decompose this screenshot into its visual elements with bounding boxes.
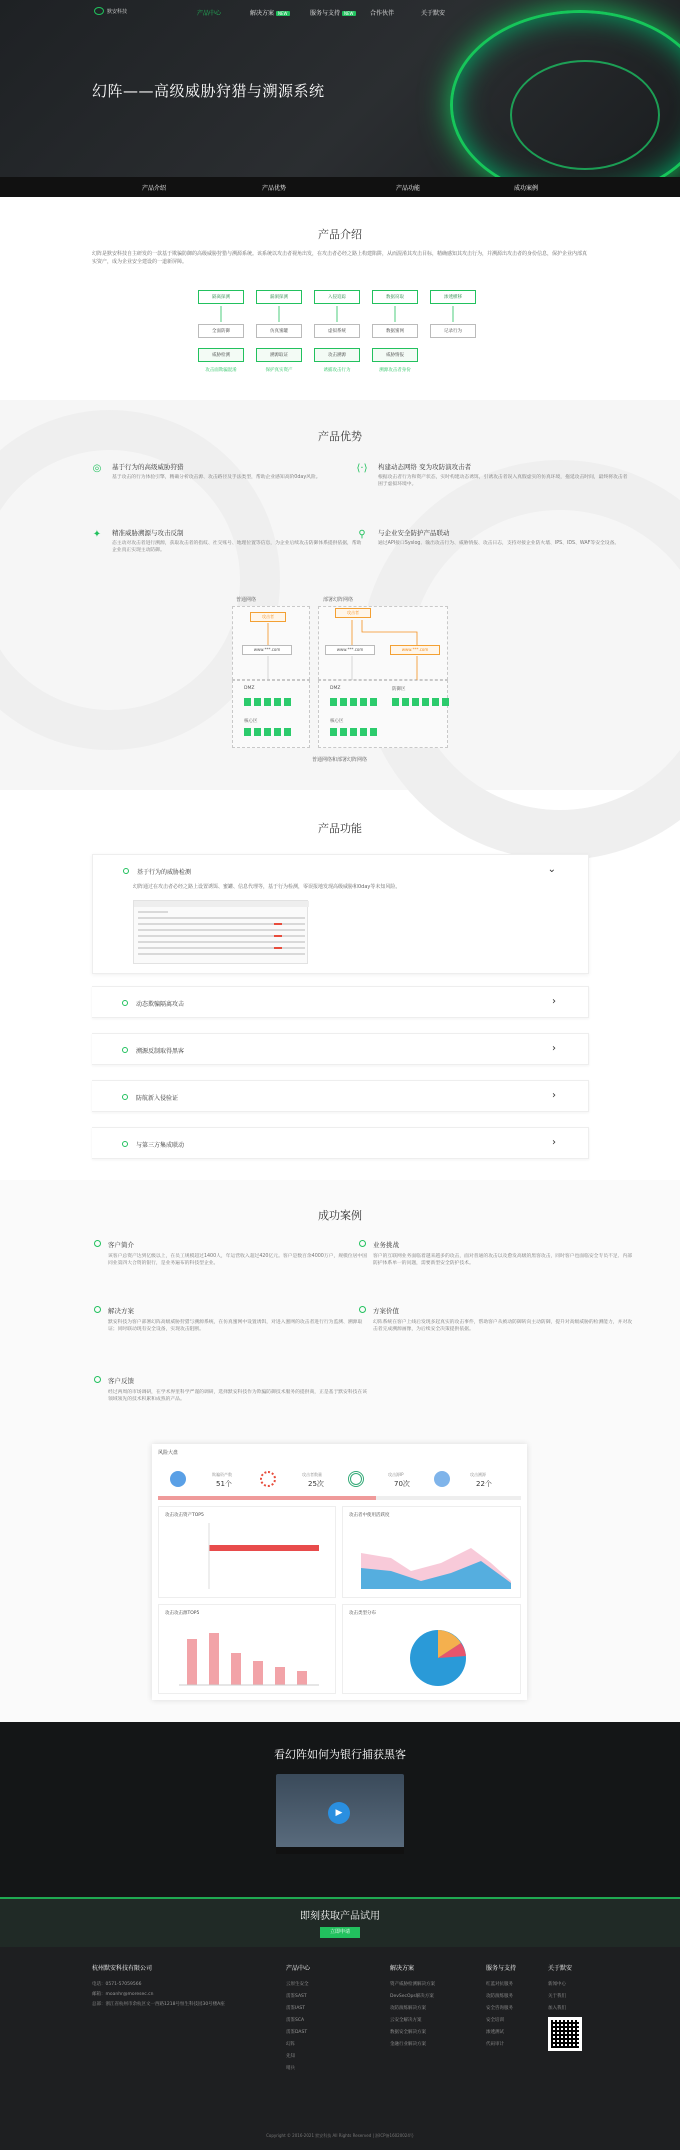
- footer-link[interactable]: 哨兵: [286, 2066, 295, 2071]
- advantage-item: [378, 462, 628, 488]
- server-icon: [360, 698, 367, 706]
- footer-link[interactable]: 加入我们: [548, 2006, 566, 2011]
- stat-label: 欺骗资产数: [212, 1472, 232, 1477]
- footer-link[interactable]: 攻防演练服务: [486, 1994, 513, 1999]
- advantage-item-text: 根据攻击者行为和资产状态，实时构建动态诱饵，引诱攻击者误入真假虚实的仿真环境，拖延攻击时间，最终将攻击者困于虚拟环境中。: [378, 475, 628, 487]
- copyright: Copyright © 2016-2021 默安科技 All Rights Reserved | 浙ICP备16020024号: [266, 2133, 414, 2138]
- function-icon: [122, 1047, 128, 1053]
- chart-panel: 攻击攻击资产TOP5: [158, 1506, 336, 1598]
- flow-outcome: 溯源攻击者身份: [379, 368, 411, 373]
- footer-link[interactable]: 雳鉴IAST: [286, 2006, 306, 2011]
- server-icon: [264, 698, 271, 706]
- advantage-item: [378, 528, 628, 547]
- chevron-right-icon[interactable]: ›: [552, 1043, 556, 1054]
- function-item[interactable]: 溯源反制取得黑客 ›: [92, 1033, 589, 1065]
- server-icon: [442, 698, 449, 706]
- flow-box: 数据蜜网: [372, 324, 418, 338]
- flow-outcome: 保护真实资产: [265, 368, 293, 373]
- footer-link[interactable]: 安全培训: [486, 2018, 504, 2023]
- flow-row-outcomes: [198, 367, 418, 373]
- flow-box: 威胁检测: [198, 348, 244, 362]
- hero-banner: [0, 0, 680, 177]
- server-icon: [254, 698, 261, 706]
- code-icon: ⟨·⟩: [356, 463, 368, 474]
- case-icon: [359, 1240, 366, 1247]
- hero-glow-ring-inner: [510, 60, 660, 170]
- top-nav: [0, 0, 680, 24]
- pie-chart: [403, 1623, 473, 1693]
- case-item: 客户反馈 经过两周的市场调研，在学术界里科学严谨的调研，选择默安科技作为欺骗防御技术服务的提供商，正是基于默安科技在该领域领先的技术积累和成熟的产品。: [108, 1376, 368, 1403]
- flow-box: 攻击溯源: [314, 348, 360, 362]
- target-icon: [348, 1471, 364, 1487]
- footer-address: 总部：浙江省杭州市余杭区文一西路1218号恒生科技园30号楼A座: [92, 2002, 225, 2007]
- footer-link[interactable]: 攻防演练解决方案: [390, 2006, 426, 2011]
- case-icon: [94, 1306, 101, 1313]
- case-item: 业务挑战 客户的互联网业务面临着越来越多的攻击，面对普通的攻击以及愈发高级的黑客攻击，同时客户也面临安全专员不足、内部防护体系单一的问题，需要新型安全防护技术。: [373, 1240, 633, 1267]
- flow-row-top: [198, 290, 476, 304]
- footer-link[interactable]: 新闻中心: [548, 1982, 566, 1987]
- logo-icon: [94, 7, 104, 15]
- new-badge: NEW: [344, 11, 354, 16]
- flow-box: 全面防御: [198, 324, 244, 338]
- product-subnav: [0, 177, 680, 197]
- server-icon: [350, 728, 357, 736]
- footer-link[interactable]: 安全咨询服务: [486, 2006, 513, 2011]
- stat-label: 攻击者数量: [302, 1472, 322, 1477]
- video-player[interactable]: [276, 1774, 404, 1854]
- target-icon: ✦: [92, 529, 102, 540]
- trial-title: 即刻获取产品试用: [300, 1911, 380, 1922]
- area-chart: [351, 1523, 517, 1595]
- footer-link[interactable]: 渗透测试: [486, 2030, 504, 2035]
- advantage-item-title: 基于行为的高级威胁狩猎: [112, 463, 184, 471]
- function-screenshot-table: [134, 901, 309, 965]
- flow-box: 入侵追踪: [314, 290, 360, 304]
- stat-label: 攻击溯源: [470, 1472, 486, 1477]
- server-icon: [340, 728, 347, 736]
- cases-title: 成功案例: [318, 1209, 362, 1222]
- footer-link[interactable]: 雳鉴DAST: [286, 2030, 308, 2035]
- functions-title: 产品功能: [318, 822, 362, 835]
- footer-email: 邮箱：moanhr@moresec.cn: [92, 1992, 154, 1997]
- dashboard-title: 风险大盘: [158, 1450, 179, 1456]
- server-icon: [370, 698, 377, 706]
- footer-link[interactable]: 关于我们: [548, 1994, 566, 1999]
- diagram-label-deployed: 部署幻阵网络: [323, 597, 354, 603]
- dashboard-screenshot: [152, 1444, 527, 1700]
- intro-title: 产品介绍: [318, 228, 362, 241]
- footer-link[interactable]: 雳鉴SAST: [286, 1994, 307, 1999]
- company-logo[interactable]: 默安科技: [94, 7, 127, 15]
- server-icon: [254, 728, 261, 736]
- stat-value: 51个: [216, 1480, 232, 1488]
- server-icon: [284, 698, 291, 706]
- server-icon: [402, 698, 409, 706]
- case-icon: [94, 1240, 101, 1247]
- advantage-item: [112, 462, 362, 481]
- flow-box: 渗透横移: [430, 290, 476, 304]
- progress-fill: [158, 1496, 376, 1500]
- footer-col-title: 关于默安: [548, 1965, 573, 1972]
- server-icon: [274, 728, 281, 736]
- footer-col-title: 服务与支持: [486, 1965, 517, 1972]
- chevron-right-icon[interactable]: ›: [552, 1090, 556, 1101]
- chevron-down-icon[interactable]: ⌄: [547, 864, 556, 875]
- server-icon: [330, 728, 337, 736]
- footer-link[interactable]: 金融行业解决方案: [390, 2042, 426, 2047]
- function-icon: [122, 1141, 128, 1147]
- nav-item-services[interactable]: 服务与支持 NEW: [310, 10, 354, 17]
- flow-arrows: [198, 306, 484, 324]
- bar-chart-horizontal: [169, 1523, 329, 1593]
- qr-pattern: [551, 2020, 579, 2048]
- core-label: 核心区: [330, 719, 344, 724]
- intro-text: 幻阵是默安科技自主研发的一款基于欺骗防御的高级威胁狩猎与溯源系统。该系统以攻击者视角出发，在攻击者必经之路上构建陷阱，从而混淆其攻击目标，精确感知其攻击行为，并溯源出攻击者的身份信息，保护企业内部真实资产，成为企业安全建设的一道新屏障。: [92, 251, 588, 265]
- video-title: 看幻阵如何为银行捕获黑客: [274, 1748, 406, 1761]
- subnav-functions[interactable]: 产品功能: [396, 185, 421, 192]
- server-icon: [360, 728, 367, 736]
- decoy-website-box: www.***.com: [390, 645, 440, 655]
- shield-icon: [170, 1471, 186, 1487]
- footer-link[interactable]: 雳鉴SCA: [286, 2018, 305, 2023]
- advantage-item-text: 通过API接口Syslog、输出攻击行为、威胁情报、攻击日志，支持对接企业防火墙、IPS、IDS、WAF等安全设备。: [378, 541, 620, 546]
- footer-link[interactable]: 云安全解决方案: [390, 2018, 422, 2023]
- radar-icon: ◎: [92, 463, 102, 474]
- qr-code-icon: [548, 2017, 582, 2051]
- bar-chart-vertical: [169, 1619, 329, 1691]
- footer-col-title: 产品中心: [286, 1965, 311, 1972]
- case-item: 解决方案 默安科技为客户部署幻阵高级威胁狩猎与溯源系统，在仿真蜜网中设置诱饵，对进入蜜网的攻击者进行行为监测、溯源取证；同时联动现有安全设备，实现攻击阻断。: [108, 1306, 368, 1333]
- chevron-right-icon[interactable]: ›: [552, 1137, 556, 1148]
- attacker-box: 攻击者: [250, 612, 286, 622]
- flow-row-bottom: [198, 348, 418, 362]
- flow-box: 仿真蜜罐: [256, 324, 302, 338]
- advantage-item-title: 构建动态网络 变为攻防演攻击者: [378, 463, 472, 471]
- server-icon: [264, 728, 271, 736]
- server-icon: [350, 698, 357, 706]
- server-icon: [330, 698, 337, 706]
- advantage-item-title: 精准威胁溯源与攻击反制: [112, 529, 184, 537]
- dmz-label: DMZ: [244, 686, 255, 691]
- footer-link[interactable]: 资产威胁检测解决方案: [390, 1982, 435, 1987]
- subnav-advantage[interactable]: 产品优势: [262, 185, 287, 192]
- footer-col-services: [486, 1981, 513, 2053]
- stat-value: 25次: [308, 1480, 324, 1488]
- nav-item-solutions[interactable]: 解决方案 NEW: [250, 10, 288, 17]
- server-icon: [392, 698, 399, 706]
- server-icon: [244, 728, 251, 736]
- chevron-right-icon[interactable]: ›: [552, 996, 556, 1007]
- case-item: 方案价值 幻阵系统在客户上线后发现多起真实的攻击事件，帮助客户从被动防御转向主动防御，提升对高级威胁的检测能力，并对攻击者完成溯源画像，为后续安全决策提供依据。: [373, 1306, 633, 1333]
- function-expanded-card[interactable]: [92, 854, 589, 974]
- decoy-zone-label: 防御区: [392, 687, 406, 692]
- footer: [0, 1947, 680, 2150]
- server-icon: [340, 698, 347, 706]
- flow-box: 溯源取证: [256, 348, 302, 362]
- advantage-item-text: 态主动对攻击者进行溯源，获取攻击者的指纹、社交账号、地理位置等信息，为企业后续攻击防御体系提供依据，帮助企业真正实现主动防御。: [112, 541, 362, 553]
- function-item[interactable]: 防航新入侵验证 ›: [92, 1080, 589, 1112]
- play-icon[interactable]: ▶: [328, 1802, 350, 1824]
- server-icon: [422, 698, 429, 706]
- function-item[interactable]: 动态欺骗隔离攻击 ›: [92, 986, 589, 1018]
- function-icon: [122, 1000, 128, 1006]
- trial-section: [0, 1897, 680, 1947]
- progress-track: [158, 1496, 521, 1500]
- server-icon: [432, 698, 439, 706]
- website-box: www.***.com: [325, 645, 375, 655]
- stat-value: 70次: [394, 1480, 410, 1488]
- chart-panel: 攻击者中使用活跃度: [342, 1506, 521, 1598]
- footer-link[interactable]: 红蓝对抗服务: [486, 1982, 513, 1987]
- footer-company: 杭州默安科技有限公司: [92, 1965, 153, 1972]
- new-badge: NEW: [278, 11, 288, 16]
- flow-arrow-lines: [198, 306, 484, 324]
- function-icon: [123, 868, 129, 874]
- nav-item-products[interactable]: 产品中心: [197, 10, 222, 17]
- subnav-cases[interactable]: 成功案例: [514, 185, 539, 192]
- user-icon: [434, 1471, 450, 1487]
- stat-value: 22个: [476, 1480, 492, 1488]
- attacker-box: 攻击者: [335, 608, 371, 618]
- video-controls[interactable]: [276, 1847, 404, 1854]
- footer-col-about: [548, 1981, 566, 2017]
- server-icon: [284, 728, 291, 736]
- advantage-item-title: 与企业安全防护产品联动: [378, 529, 450, 537]
- nav-item-partners[interactable]: 合作伙伴: [370, 10, 395, 17]
- footer-link[interactable]: 幻阵: [286, 2042, 295, 2047]
- stat-label: 攻击源IP: [388, 1472, 404, 1477]
- chart-panel: 攻击攻击源TOP5: [158, 1604, 336, 1694]
- footer-phone: 电话：0571-57059566: [92, 1982, 142, 1987]
- flow-outcome: 诱捕攻击行为: [323, 368, 351, 373]
- flow-box: 记录行为: [430, 324, 476, 338]
- function-screenshot: [133, 900, 308, 964]
- function-item[interactable]: 与第三方集成联动 ›: [92, 1127, 589, 1159]
- core-label: 核心区: [244, 719, 258, 724]
- function-icon: [122, 1094, 128, 1100]
- bug-icon: [260, 1471, 276, 1487]
- server-icon: [412, 698, 419, 706]
- flow-row-mid: [198, 324, 476, 338]
- footer-link[interactable]: DevSecOps解决方案: [390, 1994, 434, 1999]
- footer-link[interactable]: 数据安全解决方案: [390, 2030, 426, 2035]
- link-icon: ⚲: [358, 529, 366, 540]
- advantage-item: [112, 528, 362, 554]
- server-icon: [274, 698, 281, 706]
- server-icon: [370, 728, 377, 736]
- subnav-intro[interactable]: 产品介绍: [142, 185, 167, 192]
- flow-outcome: 攻击面欺骗混淆: [205, 368, 237, 373]
- flow-box: 威胁情报: [372, 348, 418, 362]
- advantage-item-text: 基于攻击的行为体验引擎，精确分析攻击源、攻击路径及手法类型，帮助企业感知高阶0day风险。: [112, 475, 321, 480]
- hero-title: 幻阵——高级威胁狩猎与溯源系统: [92, 82, 325, 100]
- nav-item-about[interactable]: 关于默安: [421, 10, 446, 17]
- advantage-title: 产品优势: [318, 430, 362, 443]
- footer-link[interactable]: 代码审计: [486, 2042, 504, 2047]
- case-icon: [94, 1376, 101, 1383]
- footer-link[interactable]: 先知: [286, 2054, 295, 2059]
- apply-button[interactable]: 立即申请: [320, 1927, 360, 1938]
- footer-col-solutions: [390, 1981, 435, 2053]
- server-icon: [244, 698, 251, 706]
- chart-panel: 攻击类型分布: [342, 1604, 521, 1694]
- flow-box: 漏洞探测: [256, 290, 302, 304]
- website-box: www.***.com: [242, 645, 292, 655]
- dmz-label: DMZ: [330, 686, 341, 691]
- diagram-label-normal: 普通网络: [236, 597, 257, 603]
- function-label: 基于行为的威胁检测: [137, 869, 192, 876]
- flow-box: 数据窃取: [372, 290, 418, 304]
- flow-box: 虚拟系统: [314, 324, 360, 338]
- footer-col-products: [286, 1981, 309, 2077]
- footer-link[interactable]: 云原生安全: [286, 1982, 309, 1987]
- case-icon: [359, 1306, 366, 1313]
- case-item: 客户简介 该客户总资产达到亿级以上，在员工规模超过1400人，年运营收入超过420亿元。客户是数百余4000万户，规模位居中国同业第四大合资的银行，是业务遍布的科技型企业。: [108, 1240, 368, 1267]
- footer-col-title: 解决方案: [390, 1965, 415, 1972]
- flow-box: 隔离探测: [198, 290, 244, 304]
- function-text: 幻阵通过在攻击者必经之路上设置诱饵、蜜罐、信息代理等，基于行为检测，零误报地发现高级威胁和0day等未知风险。: [133, 884, 401, 890]
- video-section: [0, 1722, 680, 1897]
- diagram-caption: 普通网络和部署幻阵网络: [312, 757, 368, 763]
